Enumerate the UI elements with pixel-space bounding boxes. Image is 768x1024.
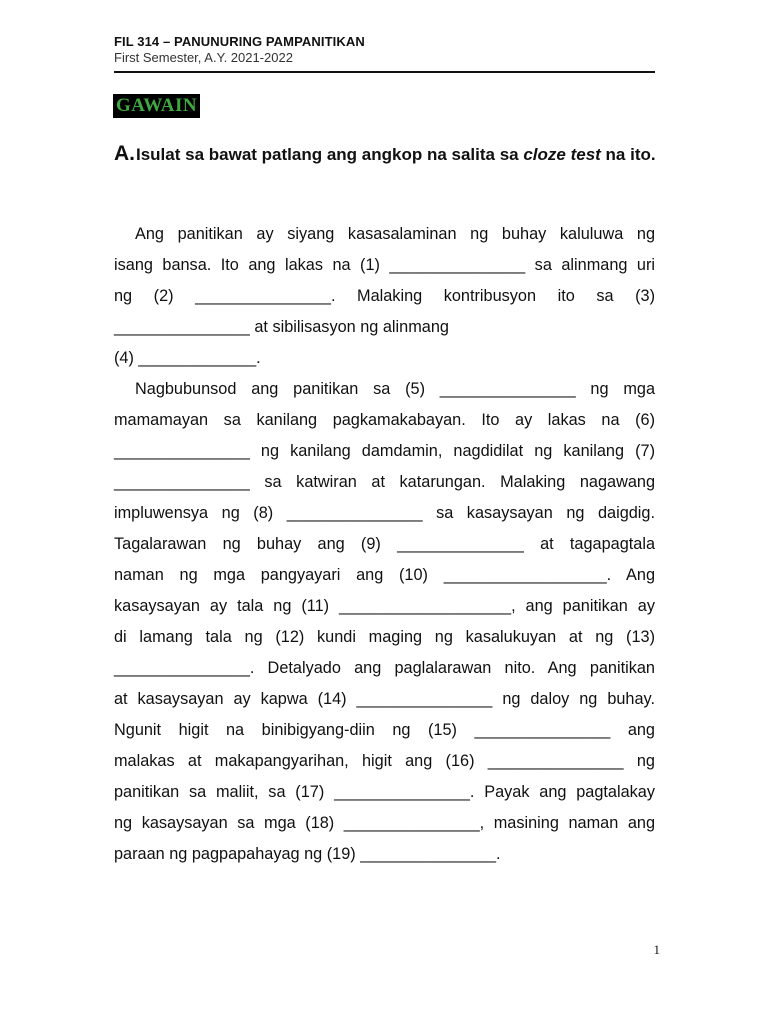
passage-line: _______________ at sibilisasyon ng alinmang [114, 318, 449, 336]
cloze-passage [114, 219, 655, 870]
instruction-text-emphasis: cloze test [523, 145, 601, 164]
passage-line: Ngunit higit na binibigyang-diin ng (15) _______________ ang [114, 721, 655, 739]
passage-line: paraan ng pagpapahayag ng (19) _______________. [114, 845, 501, 863]
course-title: FIL 314 – PANUNURING PAMPANITIKAN [114, 34, 365, 49]
passage-line: impluwensya ng (8) _______________ sa kasaysayan ng daigdig. [114, 504, 655, 522]
passage-line: ng kasaysayan sa mga (18) _______________, masining naman ang [114, 814, 655, 832]
passage-line: di lamang tala ng (12) kundi maging ng kasalukuyan at ng (13) [114, 628, 655, 646]
passage-line: Nagbubunsod ang panitikan sa (5) _______________ ng mga [135, 380, 655, 398]
passage-line: kasaysayan ay tala ng (11) ___________________, ang panitikan ay [114, 597, 655, 615]
instruction-a [114, 143, 659, 167]
passage-line: _______________ ng kanilang damdamin, nagdidilat ng kanilang (7) [114, 442, 655, 460]
passage-line: (4) _____________. [114, 349, 261, 367]
semester-line: First Semester, A.Y. 2021-2022 [114, 50, 293, 65]
page-number: 1 [653, 942, 660, 957]
instruction-text-after: na ito. [600, 145, 656, 164]
passage-line: isang bansa. Ito ang lakas na (1) _______________ sa alinmang uri [114, 256, 655, 274]
header-divider [114, 71, 655, 73]
passage-line: mamamayan sa kanilang pagkamakabayan. Ito ay lakas na (6) [114, 411, 655, 429]
passage-line: ng (2) _______________. Malaking kontribusyon ito sa (3) [114, 287, 655, 305]
passage-line: malakas at makapangyarihan, higit ang (16) _______________ ng [114, 752, 655, 770]
passage-line: naman ng mga pangyayari ang (10) __________________. Ang [114, 566, 655, 584]
passage-line: panitikan sa maliit, sa (17) _______________. Payak ang pagtalakay [114, 783, 655, 801]
passage-line: _______________ sa katwiran at katarungan. Malaking nagawang [114, 473, 655, 491]
passage-line: _______________. Detalyado ang paglalarawan nito. Ang panitikan [114, 659, 655, 677]
instruction-letter: A. [114, 142, 135, 165]
section-label-gawain: GAWAIN [113, 94, 200, 118]
page-header [114, 34, 655, 66]
instruction-text-before: Isulat sa bawat patlang ang angkop na salita sa [136, 145, 524, 164]
instruction-text [136, 143, 659, 167]
passage-line: at kasaysayan ay kapwa (14) _______________ ng daloy ng buhay. [114, 690, 655, 708]
passage-line: Ang panitikan ay siyang kasasalaminan ng buhay kaluluwa ng [135, 225, 655, 243]
passage-line: Tagalarawan ng buhay ang (9) ______________ at tagapagtala [114, 535, 655, 553]
